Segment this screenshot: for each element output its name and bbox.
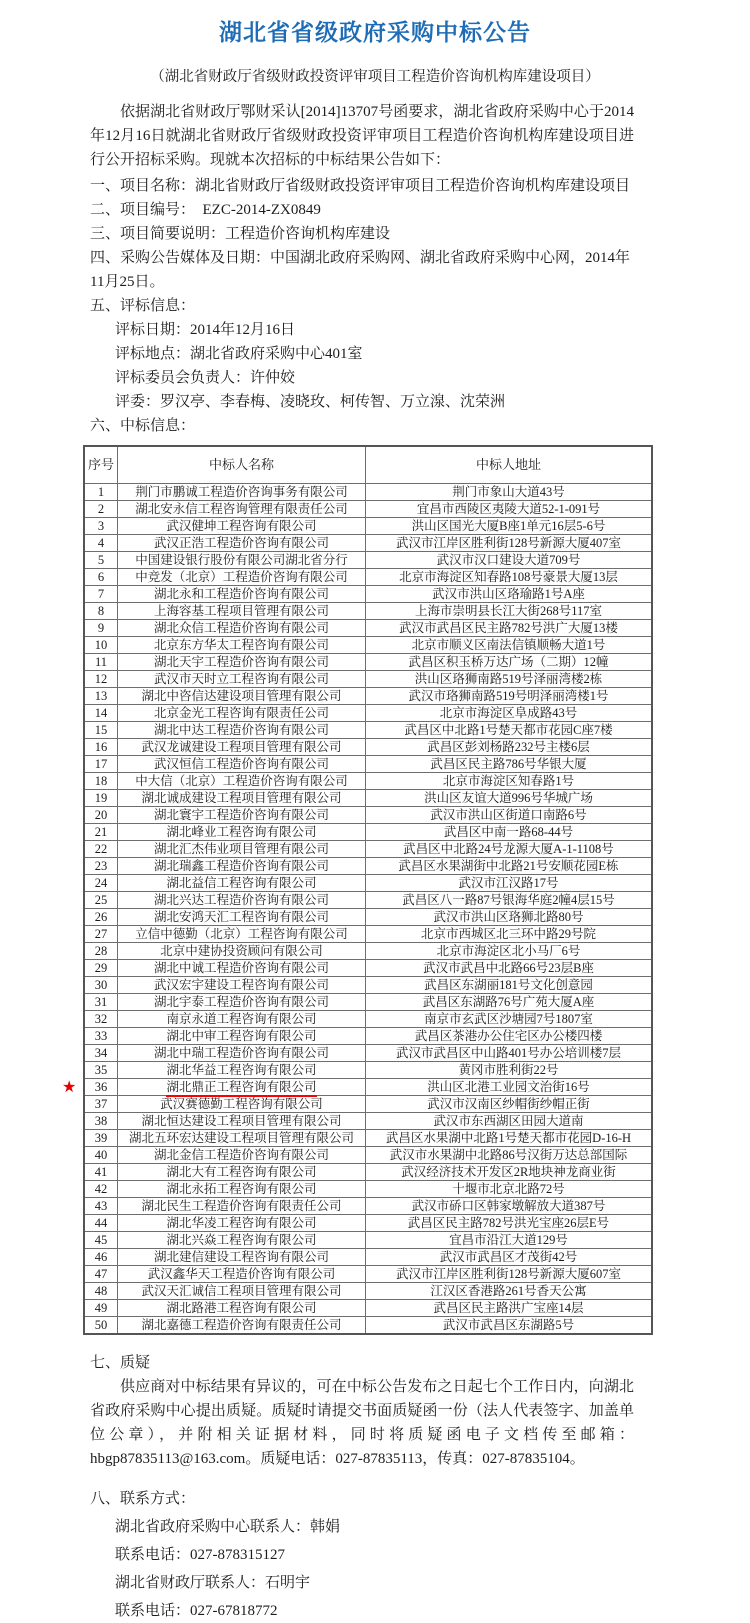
- cell-serial: 35: [84, 1062, 118, 1079]
- table-row: [84, 1164, 652, 1181]
- cell-winner-address: 北京市西城区北三环中路29号院: [366, 926, 653, 943]
- table-row: [84, 773, 652, 790]
- cell-winner-name: [118, 960, 366, 977]
- winner-name-text: 湖北中诚工程造价咨询有限公司: [153, 960, 329, 975]
- winner-name-text: 中大信（北京）工程造价咨询有限公司: [135, 773, 348, 788]
- table-row: [84, 1028, 652, 1045]
- cell-winner-address: 武汉市水果湖中北路86号汉街万达总部国际: [366, 1147, 653, 1164]
- cell-winner-address: 武汉市珞狮南路519号明泽丽湾楼1号: [366, 688, 653, 705]
- cell-winner-name: [118, 1249, 366, 1266]
- table-row: [84, 994, 652, 1011]
- cell-winner-address: 武昌区八一路87号银海华庭2幢4层15号: [366, 892, 653, 909]
- winner-name-text: 中国建设银行股份有限公司湖北省分行: [135, 552, 348, 567]
- table-row: [84, 858, 652, 875]
- cell-winner-address: 上海市崇明县长江大街268号117室: [366, 603, 653, 620]
- cell-winner-name: [118, 688, 366, 705]
- winner-name-text: 武汉宏宇建设工程咨询有限公司: [153, 977, 329, 992]
- info-line: 评委：罗汉亭、李春梅、凌晓玫、柯传智、万立湶、沈荣洲: [115, 394, 506, 410]
- section8-heading: 八、联系方式：: [90, 1491, 196, 1507]
- cell-winner-name: [118, 671, 366, 688]
- cell-serial: 5: [84, 552, 118, 569]
- winner-name-text: 武汉鑫华天工程造价咨询有限公司: [147, 1266, 336, 1281]
- section7-body: 供应商对中标结果有异议的，可在中标公告发布之日起七个工作日内，向湖北省政府采购中心提出质疑。质疑时请提交书面质疑函一份（法人代表签字、加盖单位公章），并附相关证据材料，同时将质疑函电子文档传至邮箱：hbgp87835113@163.com。质疑电话：027-87835113，传真：027-87835104。: [90, 1379, 634, 1467]
- winner-name-text: 武汉健坤工程咨询有限公司: [166, 518, 317, 533]
- contact-line: 湖北省政府采购中心联系人：韩娟: [115, 1519, 341, 1535]
- cell-winner-address: 南京市玄武区沙塘园7号1807室: [366, 1011, 653, 1028]
- cell-serial: 8: [84, 603, 118, 620]
- table-row: [84, 518, 652, 535]
- table-row: [84, 1096, 652, 1113]
- cell-winner-address: 武昌区水果湖街中北路21号安顺花园E栋: [366, 858, 653, 875]
- winner-name-text: 武汉恒信工程造价咨询有限公司: [153, 756, 329, 771]
- cell-winner-address: 武昌区积玉桥万达广场（二期）12幢: [366, 654, 653, 671]
- header-row: [84, 446, 652, 484]
- cell-winner-name: [118, 501, 366, 518]
- cell-winner-address: 北京市海淀区知春路108号豪景大厦13层: [366, 569, 653, 586]
- winner-name-text: 湖北建信建设工程咨询有限公司: [153, 1249, 329, 1264]
- cell-winner-address: 武汉市汉口建设大道709号: [366, 552, 653, 569]
- winner-name-text: 武汉天汇诚信工程项目管理有限公司: [141, 1283, 342, 1298]
- cell-winner-address: 武汉市武昌区中山路401号办公培训楼7层: [366, 1045, 653, 1062]
- cell-serial: 30: [84, 977, 118, 994]
- cell-serial: 15: [84, 722, 118, 739]
- table-row: [84, 688, 652, 705]
- winner-name-text: 湖北中审工程咨询有限公司: [166, 1028, 317, 1043]
- table-row: [84, 1283, 652, 1300]
- winner-name-text: 湖北宇泰工程造价咨询有限公司: [153, 994, 329, 1009]
- table-row: [84, 977, 652, 994]
- cell-serial: 24: [84, 875, 118, 892]
- winner-name-text: 湖北益信工程咨询有限公司: [166, 875, 317, 890]
- cell-winner-name: [118, 637, 366, 654]
- info-line: 一、项目名称：湖北省财政厅省级财政投资评审项目工程造价咨询机构库建设项目: [90, 178, 631, 194]
- winner-name-text: 湖北安鸿天汇工程咨询有限公司: [153, 909, 329, 924]
- cell-winner-name: [118, 518, 366, 535]
- contact-list: [90, 1515, 634, 1623]
- winner-name-text: 湖北民生工程造价咨询有限责任公司: [141, 1198, 342, 1213]
- cell-serial: 13: [84, 688, 118, 705]
- table-row: [84, 671, 652, 688]
- cell-serial: 7: [84, 586, 118, 603]
- cell-serial: 17: [84, 756, 118, 773]
- cell-serial: 37: [84, 1096, 118, 1113]
- cell-winner-address: 洪山区北港工业园文治街16号: [366, 1079, 653, 1096]
- cell-winner-address: 武汉市武昌区才茂街42号: [366, 1249, 653, 1266]
- table-row: [84, 535, 652, 552]
- winners-table-wrap: [62, 445, 750, 1335]
- info-line: 评标地点：湖北省政府采购中心401室: [115, 346, 363, 362]
- winner-name-text: 湖北大有工程咨询有限公司: [166, 1164, 317, 1179]
- table-row: [84, 637, 652, 654]
- cell-winner-address: 宜昌市西陵区夷陵大道52-1-091号: [366, 501, 653, 518]
- cell-winner-name: [118, 1215, 366, 1232]
- table-row: [84, 875, 652, 892]
- cell-winner-address: 武汉市洪山区珞瑜路1号A座: [366, 586, 653, 603]
- cell-winner-name: [118, 1317, 366, 1335]
- cell-serial: 22: [84, 841, 118, 858]
- cell-serial: 1: [84, 484, 118, 501]
- cell-winner-name: [118, 1198, 366, 1215]
- table-row: [84, 1079, 652, 1096]
- table-row: [84, 1215, 652, 1232]
- cell-serial: 4: [84, 535, 118, 552]
- cell-winner-address: 武汉市汉南区纱帽街纱帽正街: [366, 1096, 653, 1113]
- cell-winner-name: [118, 1028, 366, 1045]
- winner-name-text: 湖北众信工程造价咨询有限公司: [153, 620, 329, 635]
- winner-name-text: 武汉龙诚建设工程项目管理有限公司: [141, 739, 342, 754]
- winner-name-text: 湖北永和工程造价咨询有限公司: [153, 586, 329, 601]
- cell-winner-name: [118, 807, 366, 824]
- cell-serial: 28: [84, 943, 118, 960]
- table-row: [84, 1130, 652, 1147]
- cell-winner-name: [118, 1130, 366, 1147]
- cell-winner-address: 洪山区国光大厦B座1单元16层5-6号: [366, 518, 653, 535]
- winner-name-text: 武汉正浩工程造价咨询有限公司: [153, 535, 329, 550]
- winner-name-text: 湖北华益工程咨询有限公司: [166, 1062, 317, 1077]
- cell-serial: 32: [84, 1011, 118, 1028]
- winner-name-text: 湖北路港工程咨询有限公司: [166, 1300, 317, 1315]
- highlight-star-icon: ★: [62, 1077, 77, 1096]
- table-row: [84, 1045, 652, 1062]
- table-row: [84, 926, 652, 943]
- cell-serial: 23: [84, 858, 118, 875]
- table-row: [84, 705, 652, 722]
- winner-name-text: 湖北寰宇工程造价咨询有限公司: [153, 807, 329, 822]
- table-row: [84, 807, 652, 824]
- winner-name-text: 湖北中咨信达建设项目管理有限公司: [141, 688, 342, 703]
- table-row: [84, 909, 652, 926]
- cell-serial: 18: [84, 773, 118, 790]
- winner-name-text: 湖北金信工程造价咨询有限公司: [153, 1147, 329, 1162]
- winner-name-text: 湖北诚成建设工程项目管理有限公司: [141, 790, 342, 805]
- contact-line: 湖北省财政厅联系人：石明宇: [115, 1575, 311, 1591]
- cell-winner-address: 武昌区彭刘杨路232号主楼6层: [366, 739, 653, 756]
- cell-serial: 45: [84, 1232, 118, 1249]
- winner-name-text: 湖北汇杰伟业项目管理有限公司: [153, 841, 329, 856]
- cell-winner-address: 武昌区东湖丽181号文化创意园: [366, 977, 653, 994]
- cell-serial: 6: [84, 569, 118, 586]
- info-line: 三、项目简要说明：工程造价咨询机构库建设: [90, 226, 391, 242]
- cell-winner-name: [118, 705, 366, 722]
- cell-serial: 48: [84, 1283, 118, 1300]
- winner-name-text: 湖北中瑞工程造价咨询有限公司: [153, 1045, 329, 1060]
- cell-winner-name: [118, 569, 366, 586]
- cell-serial: 21: [84, 824, 118, 841]
- info-line: 四、采购公告媒体及日期：中国湖北政府采购网、湖北省政府采购中心网，2014年11月25日。: [90, 250, 631, 290]
- cell-serial: 41: [84, 1164, 118, 1181]
- cell-winner-name: [118, 1147, 366, 1164]
- cell-winner-name: [118, 943, 366, 960]
- cell-serial: 38: [84, 1113, 118, 1130]
- cell-serial: 14: [84, 705, 118, 722]
- cell-winner-address: 洪山区友谊大道996号华城广场: [366, 790, 653, 807]
- header-winner-name: 中标人名称: [118, 446, 366, 484]
- cell-serial: 3: [84, 518, 118, 535]
- cell-winner-address: 武昌区东湖路76号广苑大厦A座: [366, 994, 653, 1011]
- winner-name-text: 立信中德勤（北京）工程咨询有限公司: [135, 926, 348, 941]
- section7-heading: 七、质疑: [90, 1355, 151, 1371]
- cell-winner-name: [118, 892, 366, 909]
- cell-winner-address: 北京市海淀区北小马厂6号: [366, 943, 653, 960]
- table-row: [84, 824, 652, 841]
- cell-winner-name: [118, 994, 366, 1011]
- cell-winner-name: [118, 1045, 366, 1062]
- cell-winner-address: 江汉区香港路261号香天公寓: [366, 1283, 653, 1300]
- cell-winner-address: 武汉市江岸区胜利街128号新源大厦607室: [366, 1266, 653, 1283]
- cell-serial: 2: [84, 501, 118, 518]
- table-row: [84, 841, 652, 858]
- winner-name-text: 湖北嘉德工程造价咨询有限责任公司: [141, 1317, 342, 1332]
- table-row: [84, 1147, 652, 1164]
- cell-winner-name: [118, 484, 366, 501]
- cell-winner-name: [118, 654, 366, 671]
- cell-winner-address: 十堰市北京北路72号: [366, 1181, 653, 1198]
- cell-winner-address: 武昌区中北路24号龙源大厦A-1-1108号: [366, 841, 653, 858]
- footer-sections: [0, 1351, 750, 1623]
- cell-winner-name: [118, 909, 366, 926]
- cell-winner-name: [118, 552, 366, 569]
- cell-serial: 31: [84, 994, 118, 1011]
- table-row: [84, 603, 652, 620]
- cell-serial: 19: [84, 790, 118, 807]
- table-row: [84, 1198, 652, 1215]
- winner-name-text: 湖北峰业工程咨询有限公司: [166, 824, 317, 839]
- cell-winner-address: 荆门市象山大道43号: [366, 484, 653, 501]
- cell-winner-name: [118, 620, 366, 637]
- contact-line: 联系电话：027-878315127: [115, 1547, 285, 1563]
- table-row: [84, 1062, 652, 1079]
- table-row: [84, 739, 652, 756]
- cell-winner-name: [118, 1062, 366, 1079]
- winner-name-text: 湖北安永信工程咨询管理有限责任公司: [135, 501, 348, 516]
- cell-serial: 12: [84, 671, 118, 688]
- info-line: 六、中标信息：: [90, 418, 196, 434]
- cell-winner-name: [118, 773, 366, 790]
- table-row: [84, 1249, 652, 1266]
- winner-name-text: 湖北永拓工程咨询有限公司: [166, 1181, 317, 1196]
- cell-winner-address: 北京市顺义区南法信镇顺畅大道1号: [366, 637, 653, 654]
- winner-name-text: 南京永道工程咨询有限公司: [166, 1011, 317, 1026]
- table-row: [84, 654, 652, 671]
- cell-winner-name: [118, 722, 366, 739]
- winner-name-text: 北京金光工程咨询有限责任公司: [153, 705, 329, 720]
- cell-winner-address: 北京市海淀区阜成路43号: [366, 705, 653, 722]
- cell-winner-name: [118, 1300, 366, 1317]
- cell-winner-address: 武汉经济技术开发区2R地块神龙商业街: [366, 1164, 653, 1181]
- table-row: [84, 552, 652, 569]
- cell-serial: 49: [84, 1300, 118, 1317]
- cell-serial: 34: [84, 1045, 118, 1062]
- info-line: 二、项目编号： EZC-2014-ZX0849: [90, 202, 321, 218]
- cell-winner-name: [118, 841, 366, 858]
- cell-winner-name: [118, 1232, 366, 1249]
- cell-serial: 47: [84, 1266, 118, 1283]
- table-row: [84, 1300, 652, 1317]
- cell-winner-address: 武昌区民主路洪广宝座14层: [366, 1300, 653, 1317]
- table-row: [84, 586, 652, 603]
- cell-serial: 27: [84, 926, 118, 943]
- info-list: [90, 174, 634, 438]
- cell-serial: 44: [84, 1215, 118, 1232]
- cell-winner-address: 黄冈市胜利街22号: [366, 1062, 653, 1079]
- info-line: 五、评标信息：: [90, 298, 196, 314]
- table-row: [84, 1232, 652, 1249]
- winner-name-text: 武汉市天时立工程咨询有限公司: [153, 671, 329, 686]
- contact-line: 联系电话：027-67818772: [115, 1603, 278, 1619]
- table-row: [84, 1317, 652, 1335]
- info-line: 评标日期：2014年12月16日: [115, 322, 296, 338]
- cell-serial: 36 ★: [84, 1079, 118, 1096]
- cell-winner-name: [118, 756, 366, 773]
- cell-winner-address: 武汉市洪山区珞狮北路80号: [366, 909, 653, 926]
- document-body: [0, 100, 750, 438]
- cell-winner-name: [118, 926, 366, 943]
- table-row: [84, 569, 652, 586]
- cell-winner-address: 武汉市江汉路17号: [366, 875, 653, 892]
- winners-table: [62, 445, 653, 1335]
- table-row: [84, 620, 652, 637]
- cell-winner-address: 武昌区茶港办公住宅区办公楼四楼: [366, 1028, 653, 1045]
- cell-serial: 16: [84, 739, 118, 756]
- cell-winner-address: 北京市海淀区知春路1号: [366, 773, 653, 790]
- cell-winner-name: [118, 790, 366, 807]
- cell-serial: 25: [84, 892, 118, 909]
- winners-table-body: [62, 484, 652, 1335]
- winner-name-text: 上海容基工程项目管理有限公司: [153, 603, 329, 618]
- winner-name-text: 湖北鼎正工程咨询有限公司: [166, 1080, 316, 1097]
- winners-table-head: [84, 446, 652, 484]
- cell-winner-name: [118, 1164, 366, 1181]
- cell-serial: 42: [84, 1181, 118, 1198]
- table-row: [84, 756, 652, 773]
- cell-winner-name: [118, 1011, 366, 1028]
- cell-winner-name: [118, 586, 366, 603]
- winner-name-text: 湖北中达工程造价咨询有限公司: [153, 722, 329, 737]
- cell-winner-name: [118, 1113, 366, 1130]
- cell-serial: 43: [84, 1198, 118, 1215]
- winner-name-text: 湖北兴焱工程咨询有限公司: [166, 1232, 317, 1247]
- cell-winner-address: 武汉市武昌区民主路782号洪广大厦13楼: [366, 620, 653, 637]
- cell-winner-address: 武昌区民主路786号华银大厦: [366, 756, 653, 773]
- winner-name-text: 武汉赛德勤工程咨询有限公司: [160, 1096, 323, 1111]
- cell-serial: 40: [84, 1147, 118, 1164]
- table-row: [84, 1181, 652, 1198]
- winner-name-text: 湖北兴达工程造价咨询有限公司: [153, 892, 329, 907]
- cell-winner-address: 武昌区中北路1号楚天都市花园C座7楼: [366, 722, 653, 739]
- cell-winner-name: [118, 603, 366, 620]
- winner-name-text: 荆门市鹏诚工程造价咨询事务有限公司: [135, 484, 348, 499]
- cell-serial: 11: [84, 654, 118, 671]
- winner-name-text: 北京东方华太工程咨询有限公司: [153, 637, 329, 652]
- header-serial: 序号: [84, 446, 118, 484]
- winner-name-text: 湖北恒达建设工程项目管理有限公司: [141, 1113, 342, 1128]
- table-row: [84, 892, 652, 909]
- table-row: [84, 960, 652, 977]
- table-row: [84, 790, 652, 807]
- table-row: [84, 1113, 652, 1130]
- cell-serial: 39: [84, 1130, 118, 1147]
- cell-winner-name: [118, 739, 366, 756]
- cell-winner-name: [118, 535, 366, 552]
- cell-winner-address: 武汉市东西湖区田园大道南: [366, 1113, 653, 1130]
- page-subtitle: （湖北省财政厅省级财政投资评审项目工程造价咨询机构库建设项目）: [150, 69, 600, 85]
- winner-name-text: 中竞发（北京）工程造价咨询有限公司: [135, 569, 348, 584]
- info-line: 评标委员会负责人：许仲姣: [115, 370, 296, 386]
- cell-winner-address: 武昌区民主路782号洪光宝座26层E号: [366, 1215, 653, 1232]
- cell-winner-name: [118, 1079, 366, 1096]
- cell-serial: 50: [84, 1317, 118, 1335]
- cell-winner-address: 武汉市江岸区胜利街128号新源大厦407室: [366, 535, 653, 552]
- table-row: [84, 501, 652, 518]
- table-row: [84, 1011, 652, 1028]
- cell-winner-address: 宜昌市沿江大道129号: [366, 1232, 653, 1249]
- cell-winner-name: [118, 1266, 366, 1283]
- cell-winner-address: 武汉市硚口区韩家墩解放大道387号: [366, 1198, 653, 1215]
- cell-winner-name: [118, 977, 366, 994]
- cell-winner-name: [118, 1283, 366, 1300]
- table-row: [84, 722, 652, 739]
- cell-winner-name: [118, 1181, 366, 1198]
- cell-serial: 46: [84, 1249, 118, 1266]
- page-title: 湖北省省级政府采购中标公告: [219, 19, 531, 45]
- winner-name-text: 湖北天宇工程造价咨询有限公司: [153, 654, 329, 669]
- cell-serial: 20: [84, 807, 118, 824]
- intro-paragraph: 依据湖北省财政厅鄂财采认[2014]13707号函要求，湖北省政府采购中心于2014年12月16日就湖北省财政厅省级财政投资评审项目工程造价咨询机构库建设项目进行公开招标采购。现就本次招标的中标结果公告如下：: [90, 104, 634, 168]
- header-winner-address: 中标人地址: [366, 446, 653, 484]
- cell-serial: 10: [84, 637, 118, 654]
- cell-winner-address: 武昌区中南一路68-44号: [366, 824, 653, 841]
- cell-winner-address: 武昌区水果湖中北路1号楚天都市花园D-16-H: [366, 1130, 653, 1147]
- cell-serial: 33: [84, 1028, 118, 1045]
- cell-winner-address: 洪山区珞狮南路519号泽丽湾楼2栋: [366, 671, 653, 688]
- cell-serial: 26: [84, 909, 118, 926]
- cell-winner-address: 武汉市武昌区东湖路5号: [366, 1317, 653, 1335]
- cell-winner-name: [118, 858, 366, 875]
- table-row: [84, 1266, 652, 1283]
- cell-winner-name: [118, 1096, 366, 1113]
- cell-winner-name: [118, 824, 366, 841]
- cell-winner-name: [118, 875, 366, 892]
- cell-winner-address: 武汉市武昌中北路66号23层B座: [366, 960, 653, 977]
- winner-name-text: 湖北五环宏达建设工程项目管理有限公司: [128, 1130, 354, 1145]
- cell-winner-address: 武汉市洪山区街道口南路6号: [366, 807, 653, 824]
- winner-name-text: 湖北瑞鑫工程造价咨询有限公司: [153, 858, 329, 873]
- cell-serial: 29: [84, 960, 118, 977]
- table-row: [84, 484, 652, 501]
- table-row: [84, 943, 652, 960]
- winner-name-text: 北京中建协投资顾问有限公司: [160, 943, 323, 958]
- cell-serial: 9: [84, 620, 118, 637]
- winner-name-text: 湖北华凌工程咨询有限公司: [166, 1215, 317, 1230]
